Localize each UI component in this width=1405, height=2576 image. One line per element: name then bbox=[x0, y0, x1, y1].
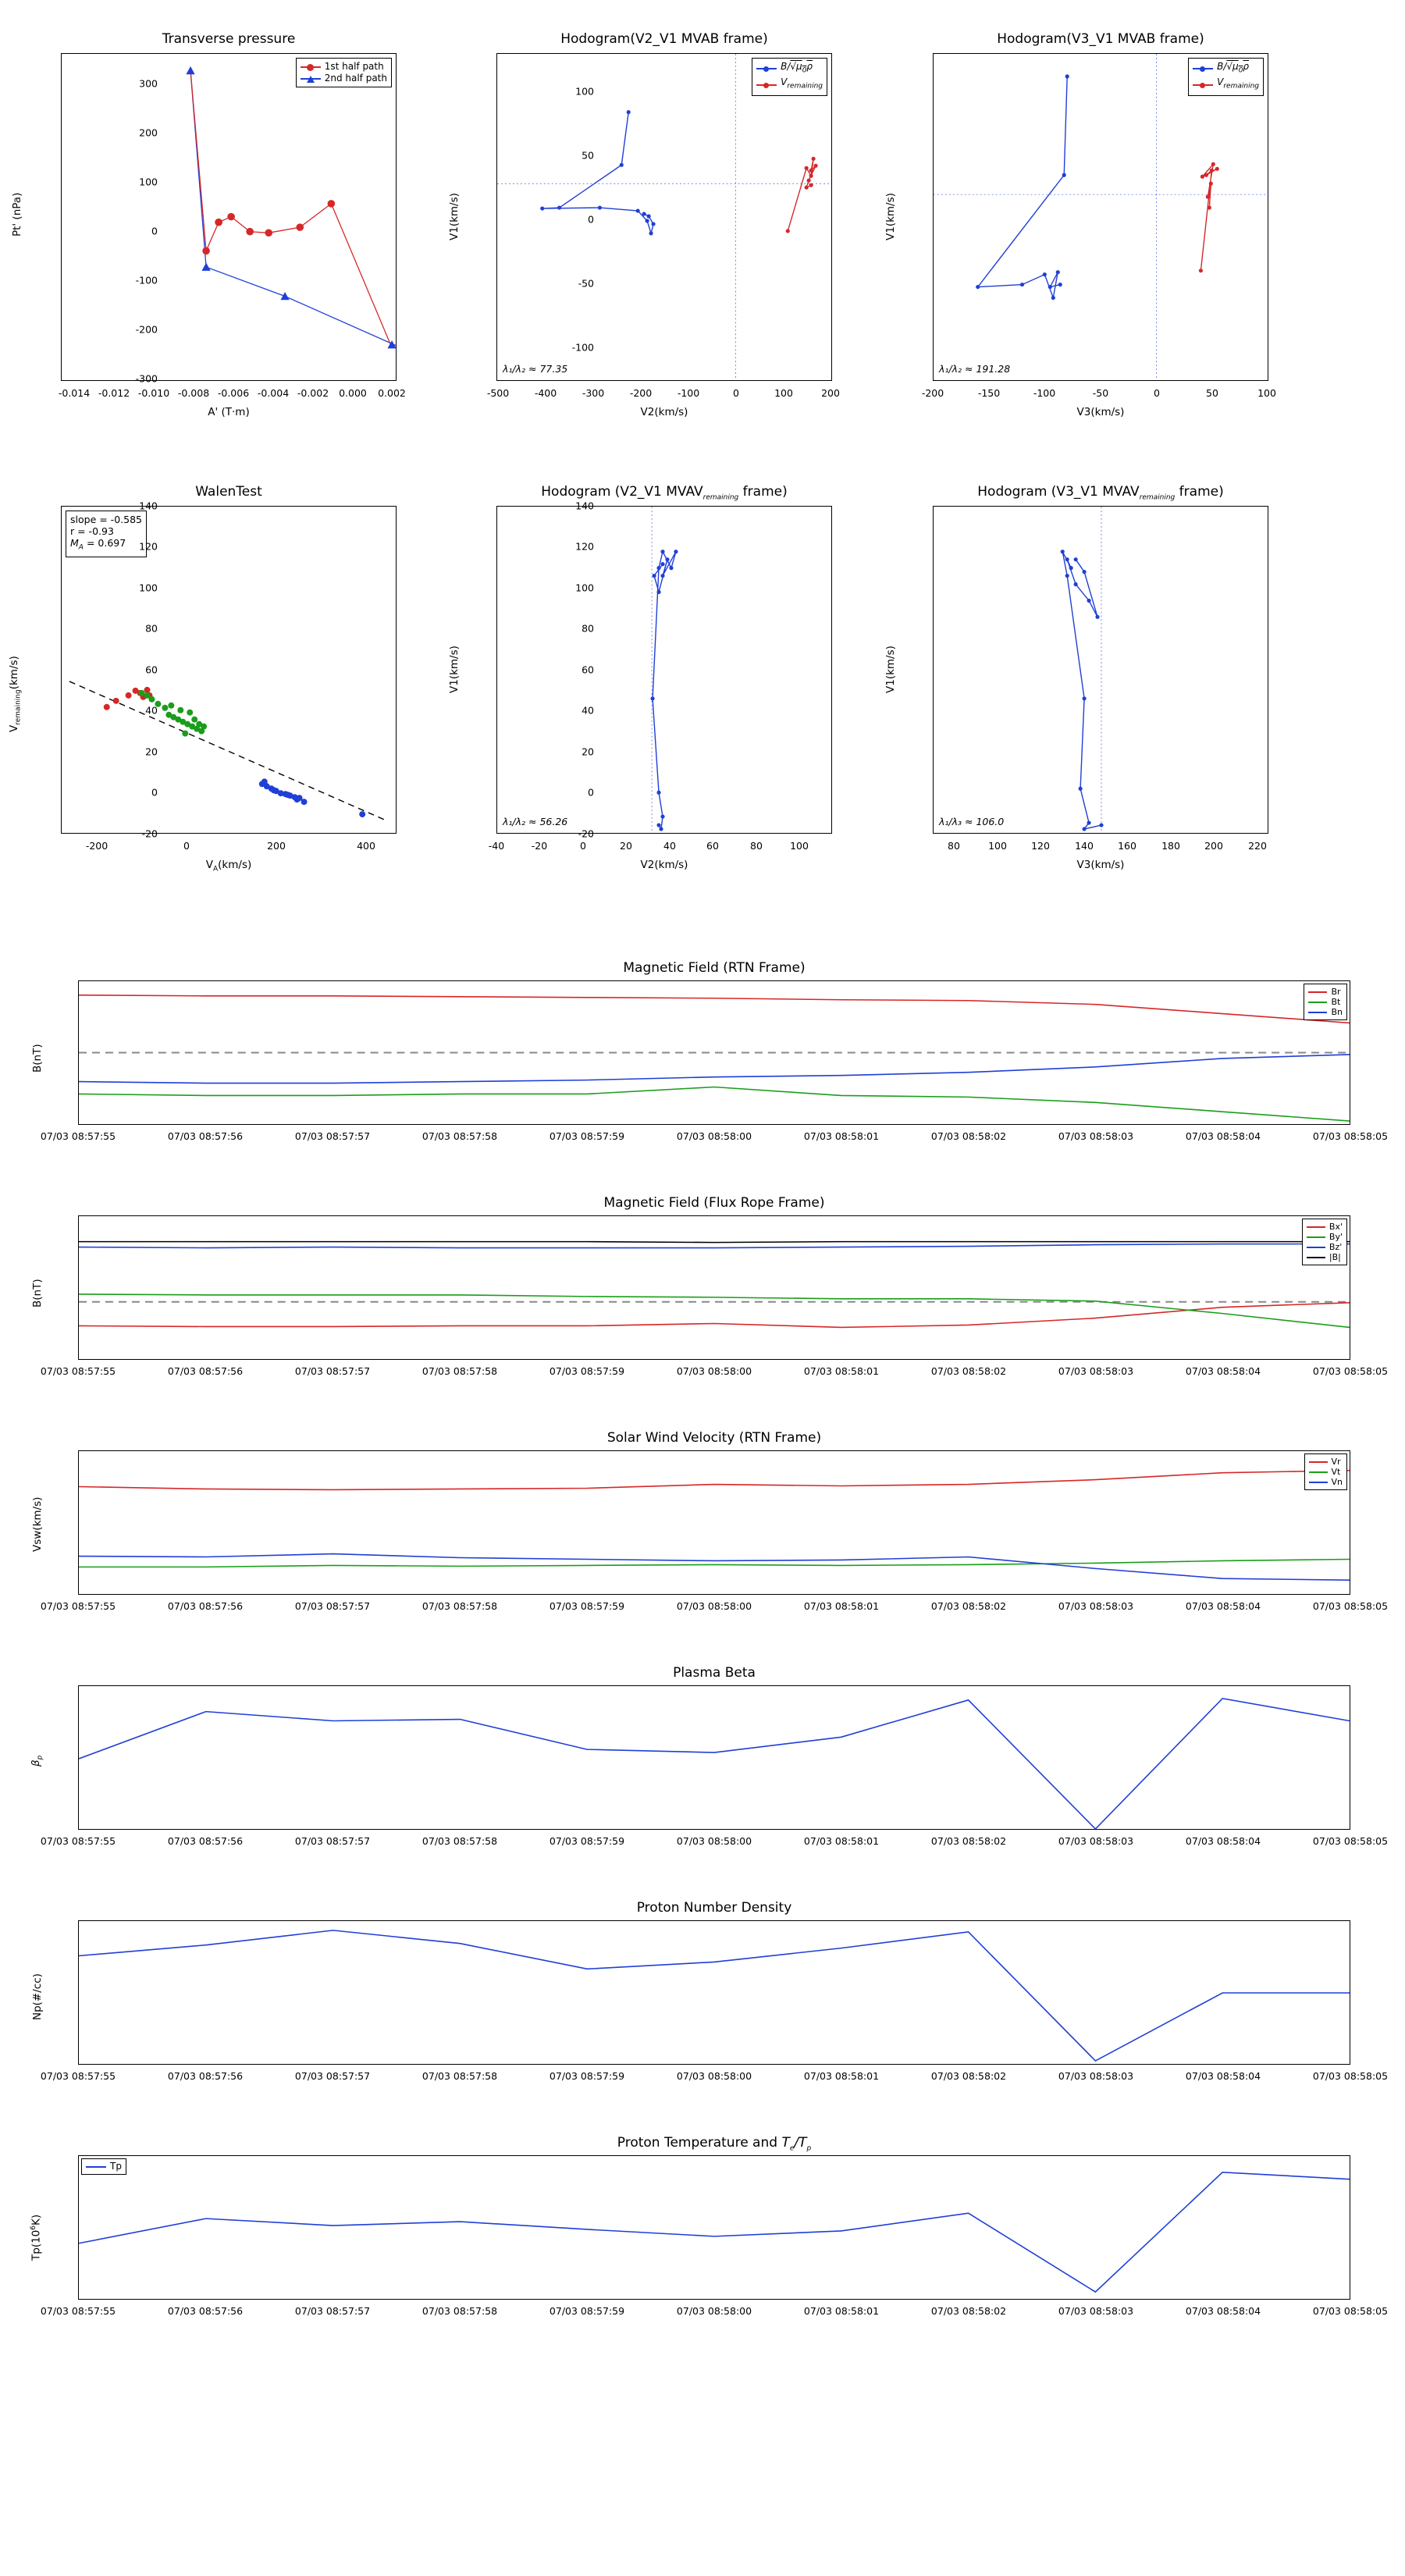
legend-item: Bz' bbox=[1307, 1242, 1343, 1252]
legend bbox=[1304, 1453, 1348, 1490]
y-axis-label: V1(km/s) bbox=[448, 193, 461, 240]
panel-hodogram-v2v1-mvav: Hodogram (V2_V1 $MVAV_{remaining}$ frame) λ₁/λ₂ ≈ 56.26 -20 0 20 40 60 80 100 120 140 -40 -20 0 20 40 60 80 100 V2(km/s) V1(km/s) bbox=[496, 506, 832, 834]
y-axis-label: B(nT) bbox=[31, 1279, 44, 1308]
plot-title: Proton Number Density bbox=[636, 1900, 792, 1916]
plot-area bbox=[496, 506, 832, 834]
eigenvalue-ratio-annotation: λ₁/λ₂ ≈ 77.35 bbox=[503, 363, 568, 375]
panel-proton-temperature: Proton Temperature and $T_e/T_p$ Tp 07/03 08:57:55 07/03 08:57:56 07/03 08:57:57 07/03 08:57:58 07/03 08:57:59 07/03 08:58:00 07/03 08:58:01 07/03 08:58:02 07/03 08:58:03 07/03 08:58:04 07/03 08:58:05 $Tp(10^6K)$ bbox=[30, 2135, 1389, 2317]
legend-item: |B| bbox=[1307, 1252, 1343, 1262]
legend bbox=[752, 58, 827, 96]
fit-r: r = -0.93 bbox=[70, 525, 114, 537]
plot-title: Magnetic Field (Flux Rope Frame) bbox=[603, 1195, 825, 1211]
plot-title: Hodogram(V3_V1 MVAB frame) bbox=[997, 31, 1204, 47]
legend-label: $B/√\mu_0\rho$ bbox=[781, 61, 813, 75]
eigenvalue-ratio-annotation: λ₁/λ₂ ≈ 56.26 bbox=[503, 816, 568, 827]
x-axis-label: V3(km/s) bbox=[1076, 406, 1125, 418]
panel-magnetic-field-flux-rope: Magnetic Field (Flux Rope Frame) Bx' By' Bz' |B| 07/03 08:57:55 07/03 08:57:56 07/03 08:57:57 07/03 08:57:58 07/03 08:57:59 07/03 08:58:00 07/03 08:58:01 07/03 08:58:02 07/03 08:58:03 07/03 08:58:04 07/03 08:58:05 B(nT) bbox=[31, 1195, 1389, 1377]
legend-item bbox=[1193, 61, 1259, 76]
x-axis-label: V2(km/s) bbox=[640, 406, 688, 418]
legend-label: $V_{remaining}$ bbox=[1217, 76, 1259, 91]
plot-title: Hodogram (V2_V1 $MVAV_{remaining}$ frame) bbox=[541, 484, 788, 502]
legend-item bbox=[1193, 76, 1259, 92]
legend bbox=[1188, 58, 1264, 96]
legend-item: Vt bbox=[1309, 1467, 1343, 1477]
panel-walen-test: WalenTest slope = -0.585 r = -0.93 $M_A = 0.697$ -200 0 200 400 $V_A(km/s)$ $V_{remaining}(km/s)$ bbox=[61, 506, 397, 834]
x-axis-label: V2(km/s) bbox=[640, 859, 688, 871]
legend-item bbox=[301, 73, 387, 84]
panel-hodogram-v3v1-mvab: Hodogram(V3_V1 MVAB frame) $B/√\mu_0\rho$ $V_{remaining}$ λ₁/λ₂ ≈ 191.28 -100 -50 0 50 100 -200 -150 -100 -50 0 50 100 V3(km/s) V1(km/s) bbox=[571, 31, 1276, 418]
fit-slope: slope = -0.585 bbox=[70, 514, 142, 525]
y-axis-label: Pt' (nPa) bbox=[11, 192, 23, 237]
legend-item bbox=[301, 61, 387, 73]
legend bbox=[81, 2158, 126, 2175]
plot-title: Hodogram (V3_V1 $MVAV_{remaining}$ frame) bbox=[977, 484, 1224, 502]
x-axis-label: V3(km/s) bbox=[1076, 859, 1125, 871]
plot-area bbox=[933, 506, 1268, 834]
panel-transverse-pressure: Transverse pressure 1st half path 2nd half path -0.014 -0.012 -0.010 -0.008 -0.006 -0.004 -0.002 0.000 0.002 A' (T·m) Pt' (nPa) bbox=[11, 31, 406, 418]
plot-title: Proton Temperature and $T_e/T_p$ bbox=[617, 2135, 812, 2153]
legend bbox=[1304, 984, 1347, 1020]
y-axis-label: $Tp(10^6K)$ bbox=[30, 2214, 43, 2261]
legend-item: Bx' bbox=[1307, 1222, 1343, 1232]
legend bbox=[296, 58, 392, 87]
legend-item: Bt bbox=[1308, 997, 1343, 1007]
panel-magnetic-field-rtn: Magnetic Field (RTN Frame) Br Bt Bn 07/03 08:57:55 07/03 08:57:56 07/03 08:57:57 07/03 08:57:58 07/03 08:57:59 07/03 08:58:00 07/03 08:58:01 07/03 08:58:02 07/03 08:58:03 07/03 08:58:04 07/03 08:58:05 B(nT) bbox=[31, 960, 1389, 1142]
plot-title: WalenTest bbox=[195, 484, 262, 500]
legend-item: By' bbox=[1307, 1232, 1343, 1242]
y-axis-label: B(nT) bbox=[31, 1044, 44, 1073]
fit-mach: $M_A = 0.697$ bbox=[70, 537, 126, 552]
legend-item: Br bbox=[1308, 987, 1343, 997]
plot-title: Magnetic Field (RTN Frame) bbox=[623, 960, 806, 976]
legend-label: $B/√\mu_0\rho$ bbox=[1217, 61, 1250, 75]
y-axis-label: V1(km/s) bbox=[884, 193, 897, 240]
plot-title: Hodogram(V2_V1 MVAB frame) bbox=[560, 31, 768, 47]
y-axis-label: $V_{remaining}(km/s)$ bbox=[8, 656, 23, 732]
y-axis-label: Vsw(km/s) bbox=[31, 1496, 44, 1552]
legend-label: $V_{remaining}$ bbox=[781, 76, 823, 91]
y-axis-label: V1(km/s) bbox=[448, 646, 461, 693]
x-axis-label: $V_A(km/s)$ bbox=[205, 859, 252, 873]
panel-proton-number-density: Proton Number Density 07/03 08:57:55 07/03 08:57:56 07/03 08:57:57 07/03 08:57:58 07/03 08:57:59 07/03 08:58:00 07/03 08:58:01 07/03 08:58:02 07/03 08:58:03 07/03 08:58:04 07/03 08:58:05 Np(#/cc) bbox=[31, 1900, 1389, 2082]
panel-hodogram-v3v1-mvav: Hodogram (V3_V1 $MVAV_{remaining}$ frame) λ₁/λ₃ ≈ 106.0 -20 0 20 40 60 80 100 120 140 80 100 120 140 160 180 200 220 V3(km/s) V1(km/s) bbox=[933, 506, 1268, 834]
legend-item: Bn bbox=[1308, 1007, 1343, 1017]
y-axis-label: $\beta_p$ bbox=[30, 1755, 44, 1767]
legend-label: 1st half path bbox=[324, 61, 384, 72]
legend bbox=[1302, 1219, 1347, 1265]
legend-item: Vr bbox=[1309, 1457, 1343, 1467]
legend-item: Vn bbox=[1309, 1477, 1343, 1487]
fit-statistics-box bbox=[66, 511, 147, 557]
x-axis-label: A' (T·m) bbox=[208, 406, 250, 418]
legend-label: 2nd half path bbox=[324, 73, 387, 84]
plot-title: Plasma Beta bbox=[673, 1665, 756, 1681]
y-axis-label: Np(#/cc) bbox=[31, 1973, 44, 2020]
legend-item bbox=[756, 76, 823, 92]
eigenvalue-ratio-annotation: λ₁/λ₂ ≈ 191.28 bbox=[939, 363, 1011, 375]
panel-plasma-beta: Plasma Beta 07/03 08:57:55 07/03 08:57:56 07/03 08:57:57 07/03 08:57:58 07/03 08:57:59 07/03 08:58:00 07/03 08:58:01 07/03 08:58:02 07/03 08:58:03 07/03 08:58:04 07/03 08:58:05 $\beta_p$ bbox=[30, 1665, 1389, 1847]
panel-hodogram-v2v1-mvab: Hodogram(V2_V1 MVAB frame) $B/√\mu_0\rho$ $V_{remaining}$ λ₁/λ₂ ≈ 77.35 -300 -200 -100 0 100 200 300 -500 -400 -300 -200 -100 0 100 200 V2(km/s) V1(km/s) bbox=[135, 31, 840, 418]
panel-solar-wind-velocity-rtn: Solar Wind Velocity (RTN Frame) Vr Vt Vn 07/03 08:57:55 07/03 08:57:56 07/03 08:57:57 07/03 08:57:58 07/03 08:57:59 07/03 08:58:00 07/03 08:58:01 07/03 08:58:02 07/03 08:58:03 07/03 08:58:04 07/03 08:58:05 Vsw(km/s) bbox=[31, 1430, 1389, 1612]
legend-item: Tp bbox=[86, 2161, 122, 2172]
plot-title: Solar Wind Velocity (RTN Frame) bbox=[606, 1430, 822, 1446]
y-axis-label: V1(km/s) bbox=[884, 646, 897, 693]
legend-item bbox=[756, 61, 823, 76]
eigenvalue-ratio-annotation: λ₁/λ₃ ≈ 106.0 bbox=[939, 816, 1005, 827]
plot-title: Transverse pressure bbox=[162, 31, 296, 47]
